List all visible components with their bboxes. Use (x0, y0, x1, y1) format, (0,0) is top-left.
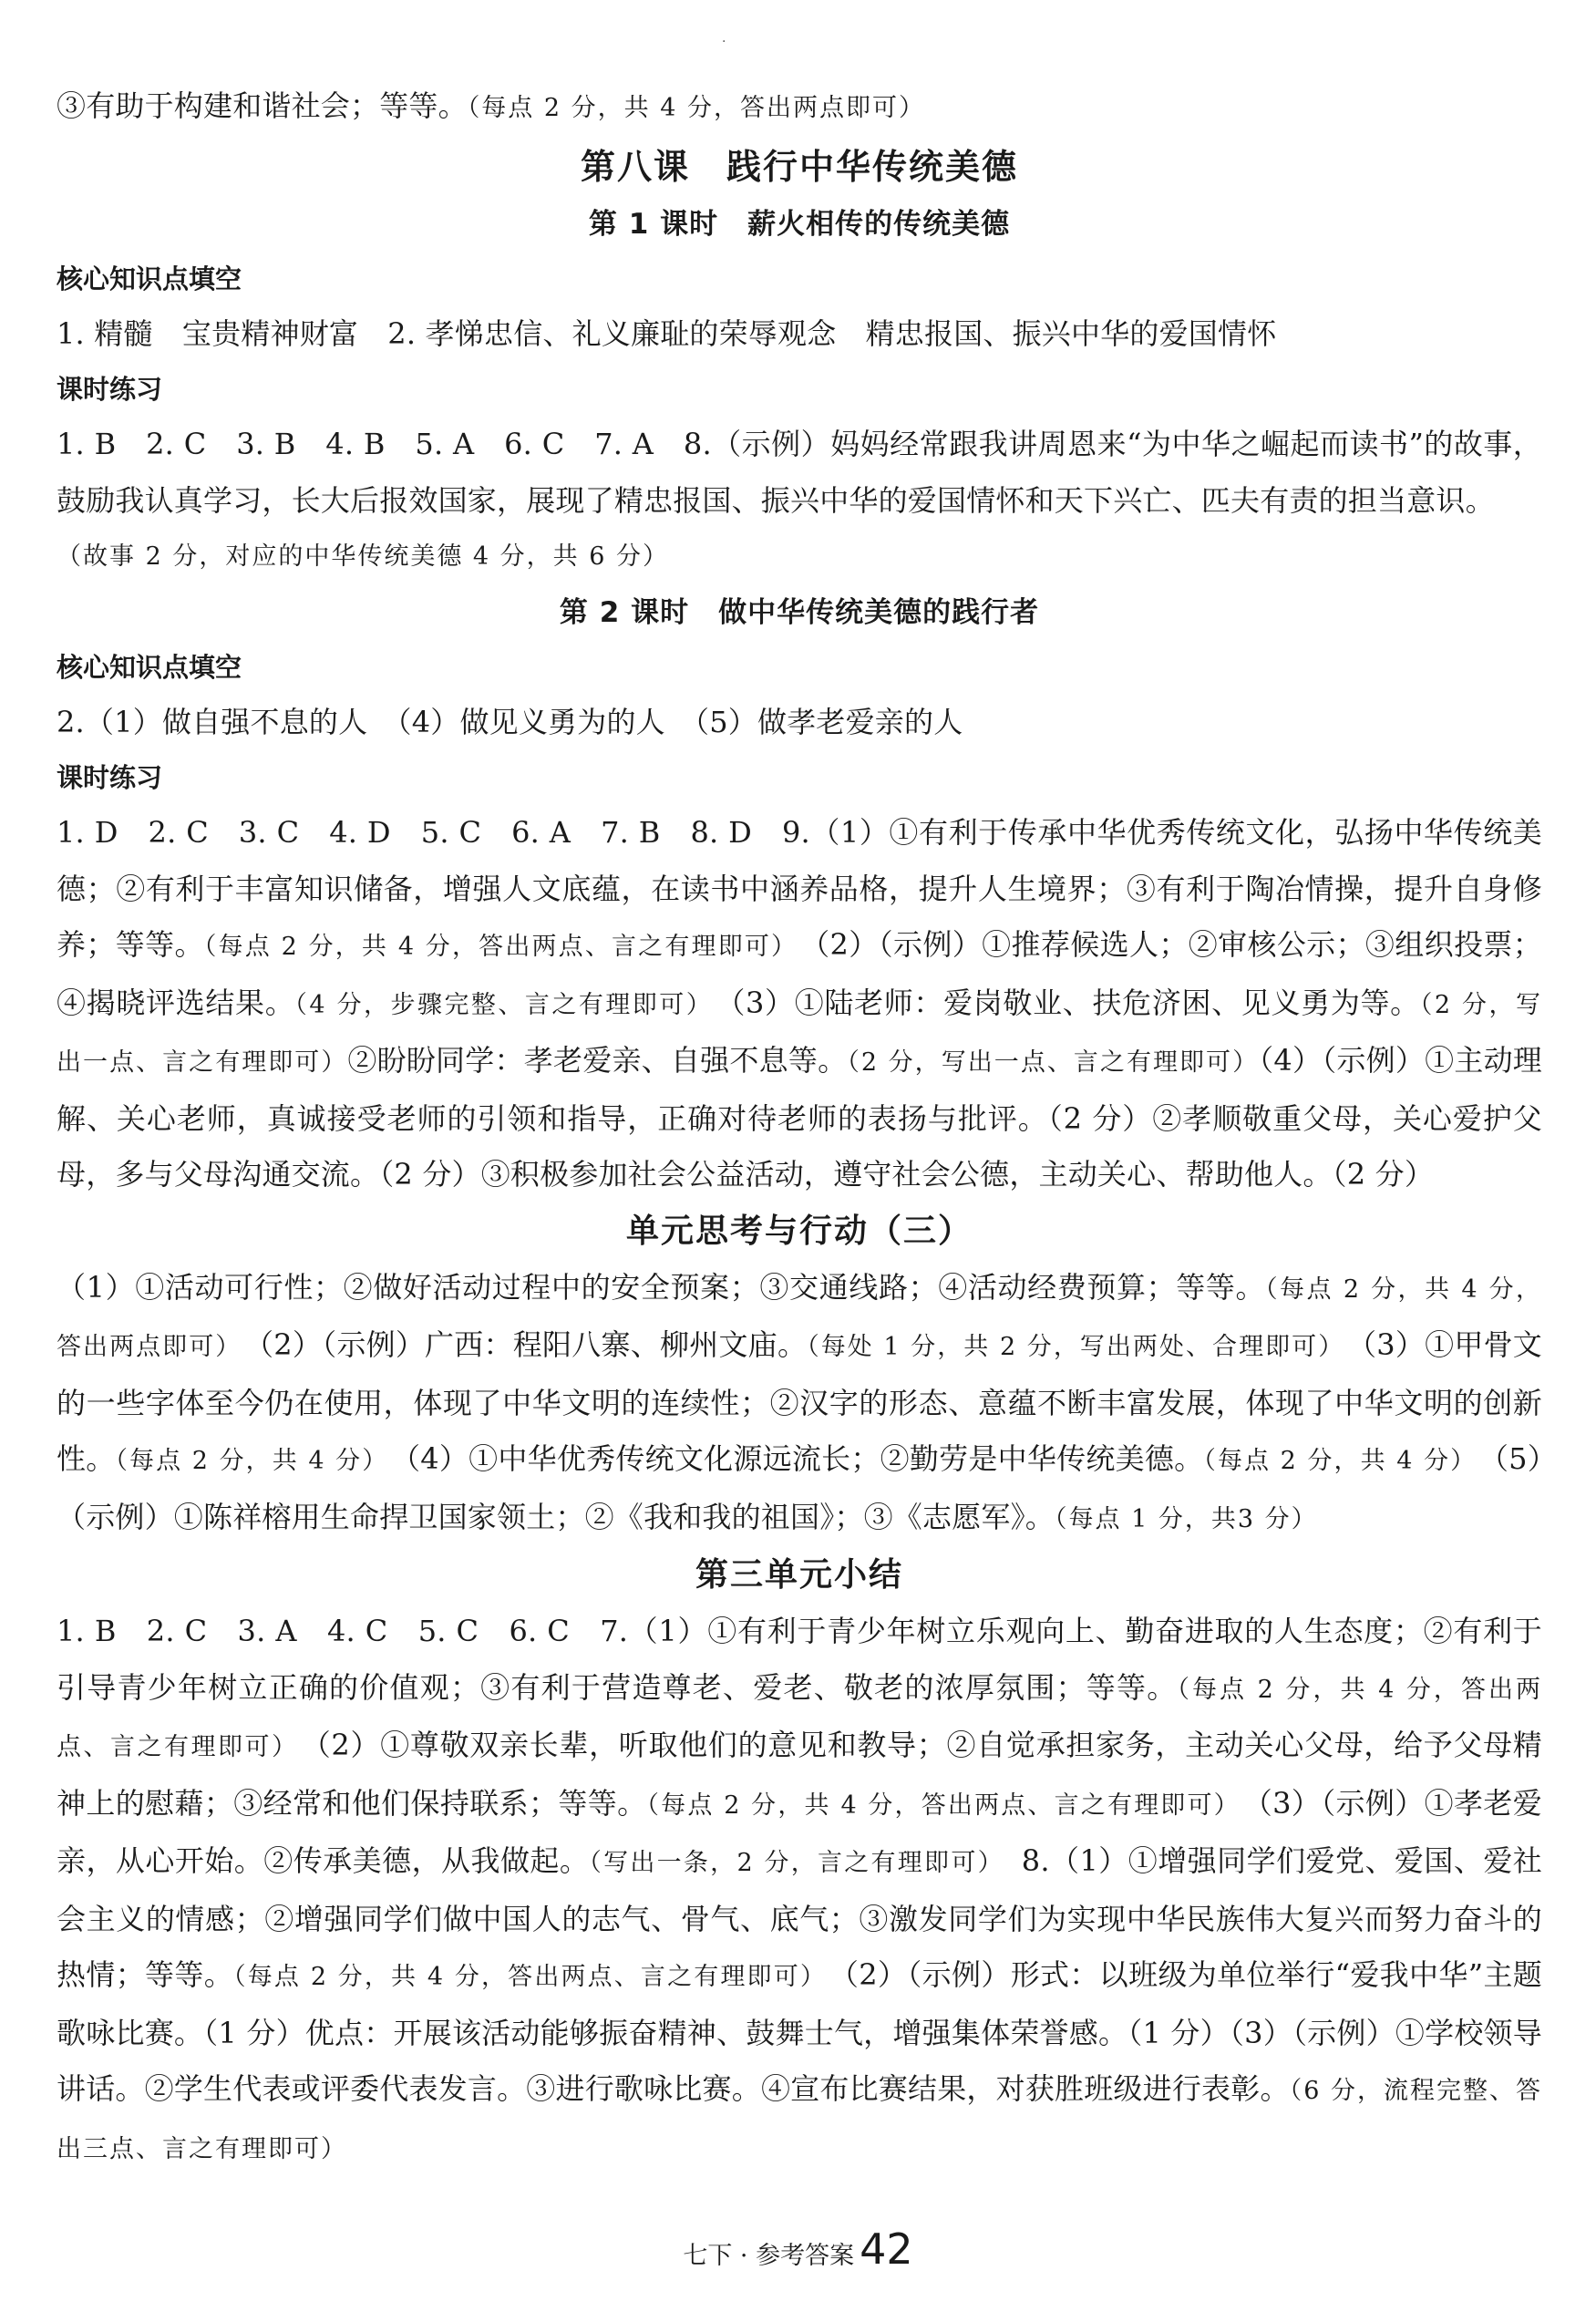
unit-summary-answers: 1. B 2. C 3. A 4. C 5. C 6. C 7.（1）①有利于青少年树立乐观向上、勤奋进取的人生态度；②有利于引导青少年树立正确的价值观；③有利于营造尊老、爱老、敬老的浓厚氛围；等等。（每点 2 分，共 4 分，答出两点、言之有理即可） （2）①尊敬双亲长辈，听取他们的意见和教导；②自觉承担家务，主动关心父母，给予父母精神上的慰藉；③经常和他们保持联系；等等。（每点 2 分，共 4 分，答出两点、言之有理即可） （3）（示例）①孝老爱亲，从心开始。②传承美德，从我做起。（写出一条，2 分，言之有理即可） 8.（1）①增强同学们爱党、爱国、爱社会主义的情感；②增强同学们做中国人的志气、骨气、底气；③激发同学们为实现中华民族伟大复兴而努力奋斗的热情；等等。（每点 2 分，共 4 分，答出两点、言之有理即可） （2）（示例）形式：以班级为单位举行“爱我中华”主题歌咏比赛。（1 分）优点：开展该活动能够振奋精神、鼓舞士气，增强集体荣誉感。（1 分）（3）（示例）①学校领导讲话。②学生代表或评委代表发言。③进行歌咏比赛。④宣布比赛结果，对获胜班级进行表彰。（6 分，流程完整、答出三点、言之有理即可） (57, 1614, 1543, 2163)
core-heading: 核心知识点填空 (57, 651, 242, 683)
score-note: （故事 2 分，对应的中华传统美德 4 分，共 6 分） (57, 542, 670, 571)
section-title-part1: 第 1 课时 薪火相传的传统美德 (588, 207, 1011, 241)
page-number: 42 (860, 2224, 913, 2274)
page-footer (0, 2224, 1596, 2274)
core-answers: 2.（1）做自强不息的人 （4）做见义勇为的人 （5）做孝老爱亲的人 (57, 704, 963, 739)
core-heading: 核心知识点填空 (57, 263, 242, 294)
practice-heading: 课时练习 (57, 762, 163, 793)
score-note: （每点 2 分，共 4 分，答出两点即可） (467, 94, 925, 122)
practice-answers: 1. B 2. C 3. B 4. B 5. A 6. C 7. A 8.（示例）妈妈经常跟我讲周恩来“为中华之崛起而读书”的故事，鼓励我认真学习，长大后报效国家，展现了精忠报国、振兴中华的爱国情怀和天下兴亡、匹夫有责的担当意识。 (57, 427, 1542, 518)
core-answers: 1. 精髓 宝贵精神财富 2. 孝悌忠信、礼义廉耻的荣辱观念 精忠报国、振兴中华的爱国情怀 (57, 315, 1277, 351)
scan-dot: · (722, 35, 726, 49)
top-line: ③有助于构建和谐社会；等等。（每点 2 分，共 4 分，答出两点即可） (57, 88, 925, 123)
unit-think-title: 单元思考与行动（三） (625, 1212, 973, 1250)
unit-summary-title: 第三单元小结 (695, 1556, 903, 1594)
unit-think-answers: （1）①活动可行性；②做好活动过程中的安全预案；③交通线路；④活动经费预算；等等。（每点 2 分，共 4 分，答出两点即可） （2）（示例）广西：程阳八寨、柳州文庙。（每处 1 分，共 2 分，写出两处、合理即可） （3）①甲骨文的一些字体至今仍在使用，体现了中华文明的连续性；②汉字的形态、意蕴不断丰富发展，体现了中华文明的创新性。（每点 2 分，共 4 分） （4）①中华优秀传统文化源远流长；②勤劳是中华传统美德。（每点 2 分，共 4 分） （5）（示例）①陈祥榕用生命捍卫国家领土；②《我和我的祖国》；③《志愿军》。（每点 1 分，共3 分） (57, 1269, 1543, 1534)
section-title-part2: 第 2 课时 做中华传统美德的践行者 (559, 595, 1040, 629)
footer-label: 七下 · 参考答案 (683, 2242, 855, 2270)
lesson-title: 第八课 践行中华传统美德 (580, 146, 1018, 187)
practice-answers: 1. D 2. C 3. C 4. D 5. C 6. A 7. B 8. D 9.（1）①有利于传承中华优秀传统文化，弘扬中华传统美德；②有利于丰富知识储备，增强人文底蕴，在读书中涵养品格，提升人生境界；③有利于陶冶情操，提升自身修养；等等。（每点 2 分，共 4 分，答出两点、言之有理即可） （2）（示例）①推荐候选人；②审核公示；③组织投票；④揭晓评选结果。（4 分，步骤完整、言之有理即可） （3）①陆老师：爱岗敬业、扶危济困、见义勇为等。（2 分，写出一点、言之有理即可）②盼盼同学：孝老爱亲、自强不息等。（2 分，写出一点、言之有理即可）（4）（示例）①主动理解、关心老师，真诚接受老师的引领和指导，正确对待老师的表扬与批评。（2 分）②孝顺敬重父母，关心爱护父母，多与父母沟通交流。（2 分）③积极参加社会公益活动，遵守社会公德，主动关心、帮助他人。（2 分） (57, 815, 1543, 1192)
page-content (57, 78, 1542, 2177)
practice-heading: 课时练习 (57, 374, 163, 405)
